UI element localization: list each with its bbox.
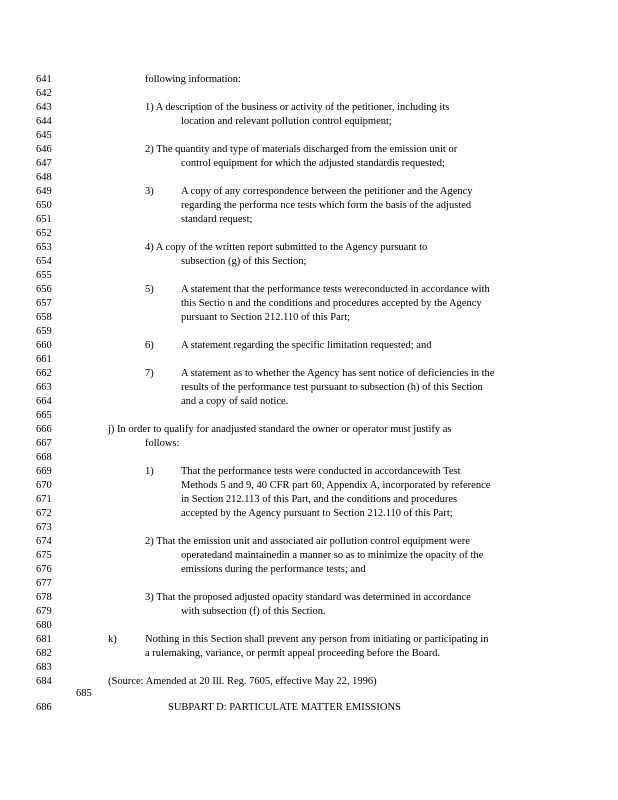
list-label: 5) (145, 284, 154, 295)
text-line: location and relevant pollution control equipment; (181, 116, 392, 127)
line-number: 661 (36, 354, 52, 365)
line-number: 679 (36, 606, 52, 617)
text-line: Methods 5 and 9, 40 CFR part 60, Appendix A, incorporated by reference (181, 480, 491, 491)
text-line: this Sectio n and the conditions and procedures accepted by the Agency (181, 298, 482, 309)
list-item-1-text: 1) A description of the business or activity of the petitioner, including its (145, 102, 450, 113)
text-line: pursuant to Section 212.110 of this Part; (181, 312, 351, 323)
line-number: 665 (36, 410, 52, 421)
line-number: 671 (36, 494, 52, 505)
text-line: That the performance tests were conducted in accordancewith Test (181, 466, 461, 477)
line-number: 646 (36, 144, 52, 155)
line-number: 669 (36, 466, 52, 477)
text-line: A statement as to whether the Agency has sent notice of deficiencies in the (181, 368, 495, 379)
line-number: 664 (36, 396, 52, 407)
line-number: 668 (36, 452, 52, 463)
line-number: 673 (36, 522, 52, 533)
text-line: control equipment for which the adjusted standardis requested; (181, 158, 445, 169)
line-number: 651 (36, 214, 52, 225)
text-line: follows: (145, 438, 180, 449)
line-number: 683 (36, 662, 52, 673)
text-line: in Section 212.113 of this Part, and the conditions and procedures (181, 494, 458, 505)
text-line: with subsection (f) of this Section. (181, 606, 326, 617)
text-line: Nothing in this Section shall prevent any person from initiating or participating in (145, 634, 489, 645)
line-number: 667 (36, 438, 52, 449)
subsection-j-text: j) In order to qualify for anadjusted standard the owner or operator must justify as (108, 424, 452, 435)
line-number: 674 (36, 536, 52, 547)
line-number: 660 (36, 340, 52, 351)
text-line: standard request; (181, 214, 253, 225)
line-number: 659 (36, 326, 52, 337)
text-line: and a copy of said notice. (181, 396, 289, 407)
text-line: accepted by the Agency pursuant to Section 212.110 of this Part; (181, 508, 453, 519)
text-line: regarding the performa nce tests which form the basis of the adjusted (181, 200, 472, 211)
line-number: 680 (36, 620, 52, 631)
line-number: 644 (36, 116, 52, 127)
list-item-2-text: 2) The quantity and type of materials discharged from the emission unit or (145, 144, 458, 155)
list-item-2-text: 2) That the emission unit and associated air pollution control equipment were (145, 536, 470, 547)
text-line: operatedand maintainedin a manner so as to minimize the opacity of the (181, 550, 484, 561)
line-number: 652 (36, 228, 52, 239)
line-number: 684 (36, 676, 52, 687)
text-line: a rulemaking, variance, or permit appeal proceeding before the Board. (145, 648, 441, 659)
line-number: 656 (36, 284, 52, 295)
text-line: following information: (145, 74, 241, 85)
list-label: 1) (145, 466, 154, 477)
subpart-heading: SUBPART D: PARTICULATE MATTER EMISSIONS (168, 702, 401, 713)
line-number: 672 (36, 508, 52, 519)
line-number: 685 (76, 688, 92, 699)
line-number: 676 (36, 564, 52, 575)
line-number: 681 (36, 634, 52, 645)
list-item-3-text: 3) That the proposed adjusted opacity standard was determined in accordance (145, 592, 471, 603)
line-number: 650 (36, 200, 52, 211)
subsection-label: k) (108, 634, 117, 645)
line-number: 678 (36, 592, 52, 603)
line-number: 677 (36, 578, 52, 589)
line-number: 649 (36, 186, 52, 197)
line-number: 670 (36, 480, 52, 491)
line-number: 647 (36, 158, 52, 169)
line-number: 675 (36, 550, 52, 561)
line-number: 641 (36, 74, 52, 85)
text-line: results of the performance test pursuant to subsection (h) of this Section (181, 382, 483, 393)
line-number: 648 (36, 172, 52, 183)
line-number: 663 (36, 382, 52, 393)
line-number: 654 (36, 256, 52, 267)
list-item-4-text: 4) A copy of the written report submitted to the Agency pursuant to (145, 242, 428, 253)
list-label: 6) (145, 340, 154, 351)
line-number: 643 (36, 102, 52, 113)
line-number: 653 (36, 242, 52, 253)
line-number: 657 (36, 298, 52, 309)
line-number: 645 (36, 130, 52, 141)
list-label: 7) (145, 368, 154, 379)
text-line: A statement that the performance tests wereconducted in accordance with (181, 284, 490, 295)
list-label: 3) (145, 186, 154, 197)
text-line: subsection (g) of this Section; (181, 256, 307, 267)
source-note: (Source: Amended at 20 Ill. Reg. 7605, effective May 22, 1996) (108, 676, 377, 687)
line-number: 682 (36, 648, 52, 659)
line-number: 655 (36, 270, 52, 281)
line-number: 662 (36, 368, 52, 379)
text-line: emissions during the performance tests; and (181, 564, 366, 575)
line-number: 642 (36, 88, 52, 99)
text-line: A copy of any correspondence between the petitioner and the Agency (181, 186, 473, 197)
line-number: 686 (36, 702, 52, 713)
text-line: A statement regarding the specific limitation requested; and (181, 340, 432, 351)
line-number: 666 (36, 424, 52, 435)
line-number: 658 (36, 312, 52, 323)
